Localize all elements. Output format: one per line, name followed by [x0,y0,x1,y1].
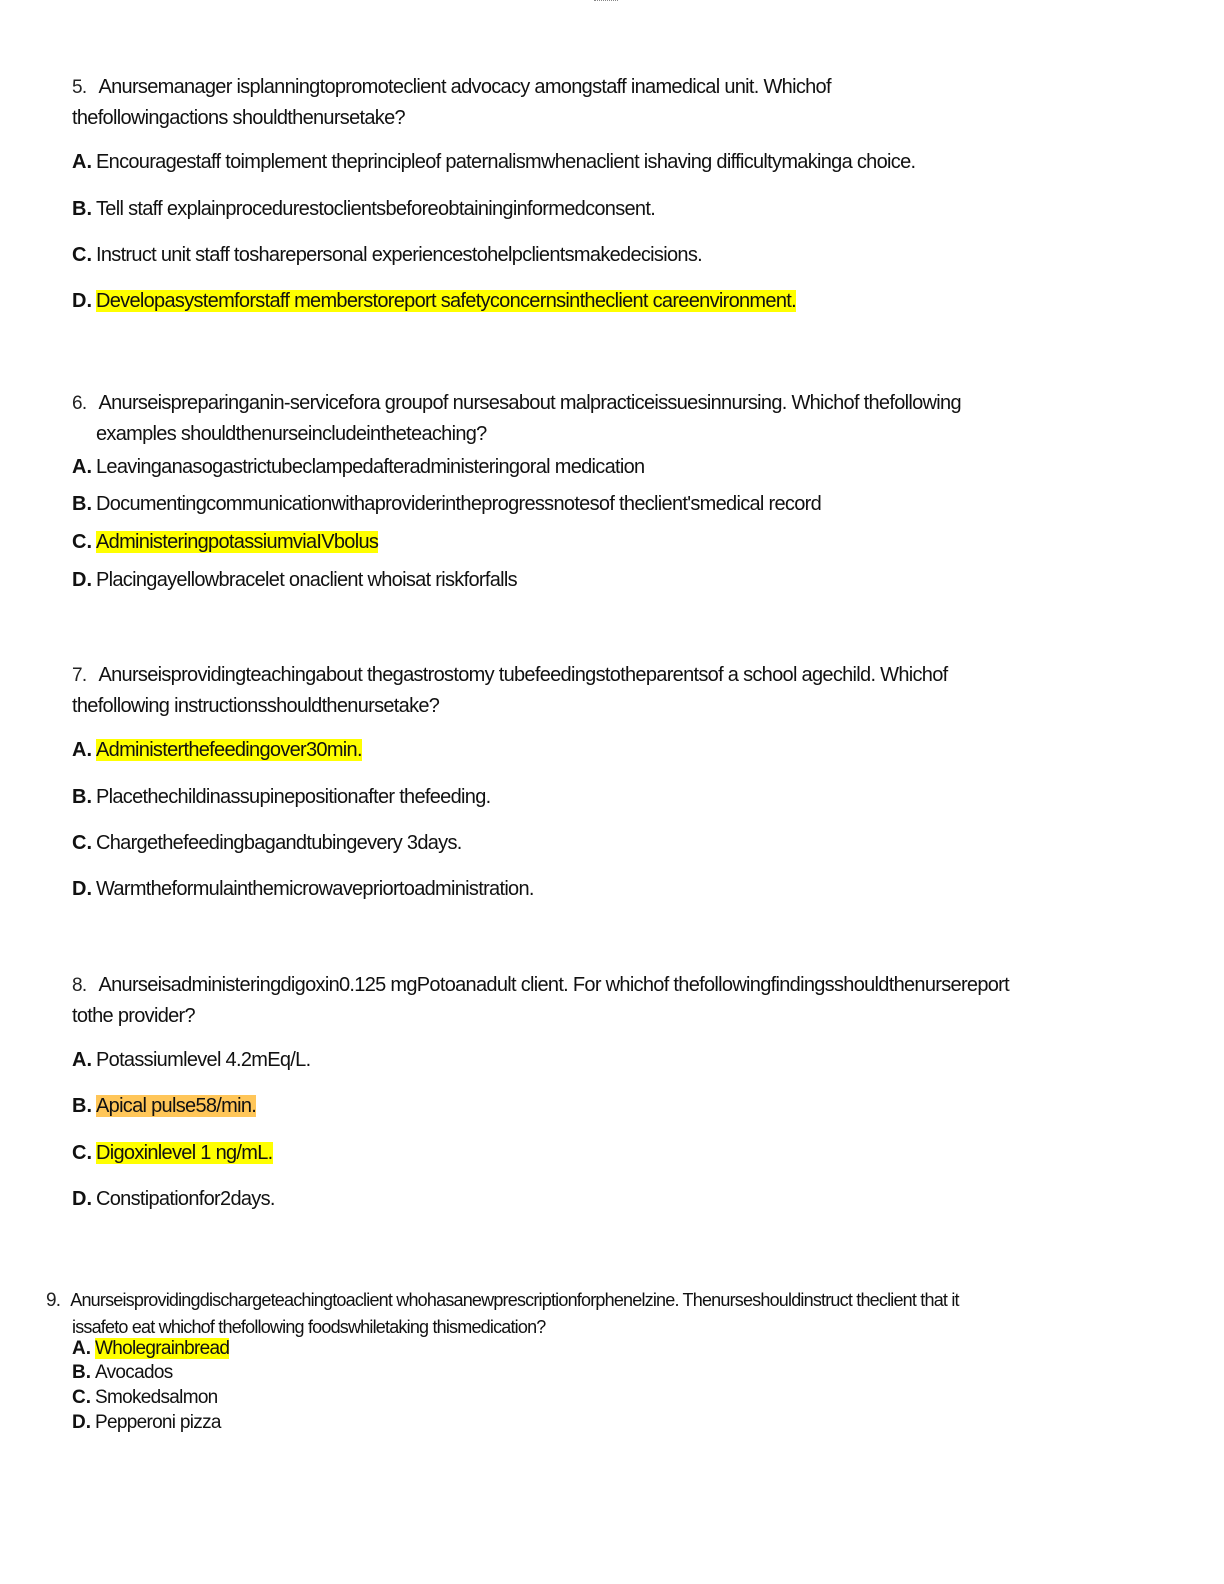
option-a[interactable] [72,1049,310,1072]
option-text: Placethechildinassupinepositionafter thefeeding. [96,786,491,808]
option-a[interactable] [72,456,644,479]
option-text: Documentingcommunicationwithaproviderintheprogressnotesof theclient'smedical record [96,493,822,515]
option-text: Leavinganasogastrictubeclampedafteradministeringoral medication [96,456,645,478]
question-stem [72,660,948,721]
option-letter: D. [72,290,92,312]
option-letter: C. [72,832,92,854]
option-text: Warmtheformulainthemicrowavepriortoadministration. [96,878,534,900]
option-c[interactable] [72,531,378,554]
option-c[interactable] [72,1387,218,1409]
question-stem-line1: Anursemanager isplanningtopromoteclient advocacy amongstaff inamedical unit. Whichof [98,76,831,98]
option-d[interactable] [72,1188,275,1211]
option-letter: D. [72,878,92,900]
option-letter: A. [72,1338,91,1359]
option-letter: C. [72,1387,91,1408]
option-letter: B. [72,198,92,220]
option-b[interactable] [72,198,655,221]
question-stem [72,72,831,133]
option-text: Encouragestaff toimplement theprincipleof paternalismwhenaclient ishaving difficultymakinga choice. [96,151,916,173]
option-c[interactable] [72,832,462,855]
option-letter: A. [72,151,92,173]
option-letter: C. [72,244,92,266]
option-b[interactable] [72,1095,256,1118]
option-text: Placingayellowbracelet onaclient whoisat riskforfalls [96,569,517,591]
option-b[interactable] [72,786,490,809]
option-text-highlighted: Developasystemforstaff memberstoreport safetyconcernsintheclient careenvironment. [96,290,796,312]
option-letter: B. [72,1362,91,1383]
option-d[interactable] [72,290,796,313]
option-letter: C. [72,531,92,553]
question-number: 5. [72,77,87,98]
question-stem [72,388,961,449]
question-number: 7. [72,665,87,686]
option-text-highlighted: AdministeringpotassiumviaIVbolus [96,531,379,553]
option-text: Tell staff explainprocedurestoclientsbeforeobtaininginformedconsent. [96,198,656,220]
option-letter: D. [72,569,92,591]
question-stem-line1: Anurseispreparinganin-servicefora groupof nursesabout malpracticeissuesinnursing. Whichof thefollowing [98,392,961,414]
question-number: 9. [46,1290,61,1311]
question-stem-line2: tothe provider? [72,1005,195,1027]
question-number: 8. [72,975,87,996]
question-stem-line1: Anurseisprovidingteachingabout thegastrostomy tubefeedingstotheparentsof a school agechild. Whichof [98,664,948,686]
option-c[interactable] [72,244,702,267]
page-top-mark [594,0,618,4]
option-text: Chargethefeedingbagandtubingevery 3days. [96,832,462,854]
option-text-highlighted: Administerthefeedingover30min. [96,739,362,761]
option-letter: B. [72,786,92,808]
option-text-highlighted: Wholegrainbread [95,1338,230,1359]
option-text: Avocados [95,1362,173,1383]
option-d[interactable] [72,1412,221,1434]
option-text-highlighted: Digoxinlevel 1 ng/mL. [96,1142,273,1164]
option-d[interactable] [72,878,534,901]
option-c[interactable] [72,1142,273,1165]
option-letter: A. [72,739,92,761]
option-text-highlighted: Apical pulse58/min. [96,1095,257,1117]
option-letter: C. [72,1142,92,1164]
question-stem-line2: thefollowingactions shouldthenursetake? [72,107,405,129]
option-text: Potassiumlevel 4.2mEq/L. [96,1049,311,1071]
option-d[interactable] [72,569,517,592]
option-b[interactable] [72,1362,173,1384]
option-text: Smokedsalmon [95,1387,218,1408]
option-letter: D. [72,1412,91,1433]
option-letter: A. [72,456,92,478]
option-a[interactable] [72,151,915,174]
question-stem-line2: thefollowing instructionsshouldthenursetake? [72,695,440,717]
question-stem-line2: examples shouldthenurseincludeintheteaching? [96,423,487,445]
option-b[interactable] [72,493,821,516]
option-text: Pepperoni pizza [95,1412,221,1433]
question-stem [46,1287,959,1340]
option-letter: B. [72,1095,92,1117]
option-letter: A. [72,1049,92,1071]
option-text: Instruct unit staff tosharepersonal experiencestohelpclientsmakedecisions. [96,244,702,266]
question-stem-line1: Anurseisadministeringdigoxin0.125 mgPotoanadult client. For whichof thefollowingfindingsshouldthenursereport [98,974,1009,996]
option-letter: D. [72,1188,92,1210]
question-stem [72,970,1009,1031]
question-number: 6. [72,393,87,414]
option-text: Constipationfor2days. [96,1188,275,1210]
question-stem-line1: Anurseisprovidingdischargeteachingtoaclient whohasanewprescriptionforphenelzine. Thenurseshouldinstruct theclient that it [70,1290,959,1310]
question-stem-line2: issafeto eat whichof thefollowing foodswhiletaking thismedication? [72,1317,546,1337]
option-a[interactable] [72,739,362,762]
option-a[interactable] [72,1338,229,1360]
option-letter: B. [72,493,92,515]
